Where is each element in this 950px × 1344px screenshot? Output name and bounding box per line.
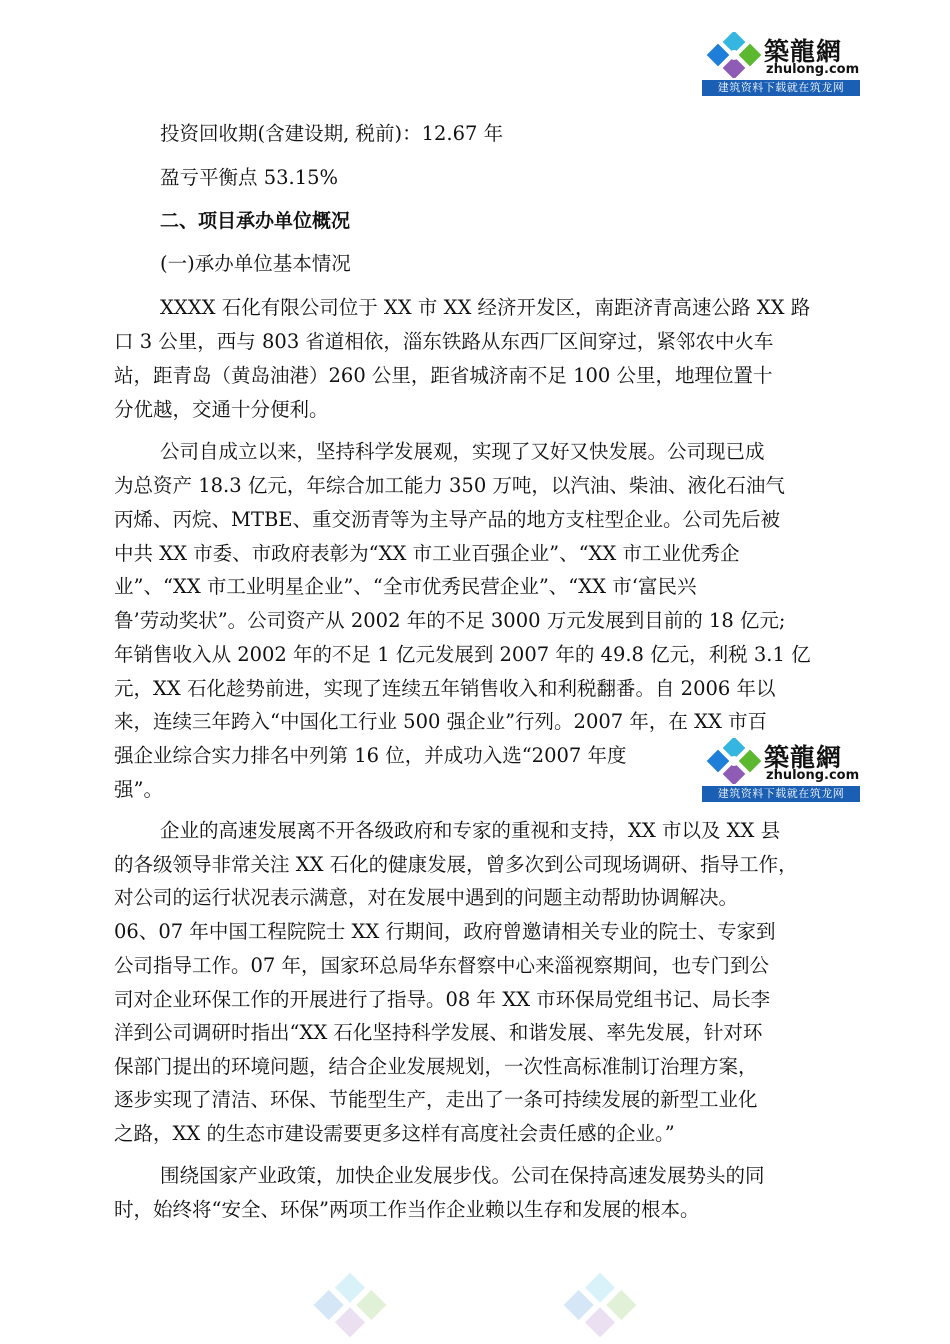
- logo-slogan: 建筑资料下载就在筑龙网: [702, 786, 860, 802]
- text-line: 公司指导工作。07 年，国家环总局华东督察中心来淄视察期间，也专门到公: [114, 954, 770, 977]
- text-line: 业”、“XX 市工业明星企业”、“全市优秀民营企业”、“XX 市‘富民兴: [114, 575, 697, 598]
- subsection-heading: (一)承办单位基本情况: [160, 252, 351, 275]
- text-line: 对公司的运行状况表示满意，对在发展中遇到的问题主动帮助协调解决。: [114, 886, 739, 909]
- text-line: 元，XX 石化趁势前进，实现了连续五年销售收入和利税翻番。自 2006 年以: [114, 677, 776, 700]
- text-line: 年销售收入从 2002 年的不足 1 亿元发展到 2007 年的 49.8 亿元，利税 3.1 亿: [114, 643, 811, 666]
- text-line: 时，始终将“安全、环保”两项工作当作企业赖以生存和发展的根本。: [114, 1198, 700, 1221]
- text-line: 保部门提出的环境问题，结合企业发展规划，一次性高标准制订治理方案，: [114, 1055, 758, 1078]
- text-line: 逐步实现了清洁、环保、节能型生产，走出了一条可持续发展的新型工业化: [114, 1088, 758, 1111]
- text-line: 站，距青岛（黄岛油港）260 公里，距省城济南不足 100 公里，地理位置十: [114, 364, 773, 387]
- text-line: 中共 XX 市委、市政府表彰为“XX 市工业百强企业”、“XX 市工业优秀企: [114, 542, 740, 565]
- text-line: 洋到公司调研时指出“XX 石化坚持科学发展、和谐发展、率先发展，针对环: [114, 1021, 763, 1044]
- text-line: 公司自成立以来，坚持科学发展观，实现了又好又快发展。公司现已成: [160, 440, 765, 463]
- text-line: 企业的高速发展离不开各级政府和专家的重视和支持，XX 市以及 XX 县: [160, 819, 781, 842]
- logo-site: zhulong.com: [766, 62, 860, 77]
- zhulong-logo: [702, 30, 860, 96]
- logo-name: 築龍網: [764, 743, 843, 772]
- text-line: 分优越，交通十分便利。: [114, 398, 329, 421]
- pinwheel-logo-icon: [704, 738, 764, 784]
- logo-site: zhulong.com: [766, 768, 860, 783]
- watermark-icon: [310, 1270, 390, 1340]
- text-line: 围绕国家产业政策，加快企业发展步伐。公司在保持高速发展势头的同: [160, 1164, 765, 1187]
- zhulong-logo-overlay: [702, 736, 860, 802]
- logo-slogan: 建筑资料下载就在筑龙网: [702, 80, 860, 96]
- text-line: 投资回收期(含建设期, 税前)：12.67 年: [160, 122, 504, 145]
- text-line: XXXX 石化有限公司位于 XX 市 XX 经济开发区，南距济青高速公路 XX 路: [160, 296, 811, 319]
- text-line: 之路，XX 的生态市建设需要更多这样有高度社会责任感的企业。”: [114, 1122, 675, 1145]
- text-line: 丙烯、丙烷、MTBE、重交沥青等为主导产品的地方支柱型企业。公司先后被: [114, 508, 781, 531]
- pinwheel-logo-icon: [704, 32, 764, 78]
- text-line: 盈亏平衡点 53.15%: [160, 166, 339, 189]
- text-line: 强”。: [114, 778, 163, 801]
- text-line: 口 3 公里，西与 803 省道相依，淄东铁路从东西厂区间穿过，紧邻农中火车: [114, 330, 774, 353]
- text-line: 06、07 年中国工程院院士 XX 行期间，政府曾邀请相关专业的院士、专家到: [114, 920, 776, 943]
- text-line: 为总资产 18.3 亿元，年综合加工能力 350 万吨，以汽油、柴油、液化石油气: [114, 474, 785, 497]
- text-line: 鲁’劳动奖状”。公司资产从 2002 年的不足 3000 万元发展到目前的 18 亿元;: [114, 609, 786, 632]
- logo-name: 築龍網: [764, 37, 843, 66]
- text-line: 强企业综合实力排名中列第 16 位，并成功入选“2007 年度: [114, 744, 627, 767]
- text-line: 司对企业环保工作的开展进行了指导。08 年 XX 市环保局党组书记、局长李: [114, 988, 771, 1011]
- text-line: 来，连续三年跨入“中国化工行业 500 强企业”行列。2007 年，在 XX 市百: [114, 710, 768, 733]
- text-line: 的各级领导非常关注 XX 石化的健康发展，曾多次到公司现场调研、指导工作，: [114, 853, 798, 876]
- section-heading: 二、项目承办单位概况: [160, 210, 351, 232]
- watermark-icon: [560, 1270, 640, 1340]
